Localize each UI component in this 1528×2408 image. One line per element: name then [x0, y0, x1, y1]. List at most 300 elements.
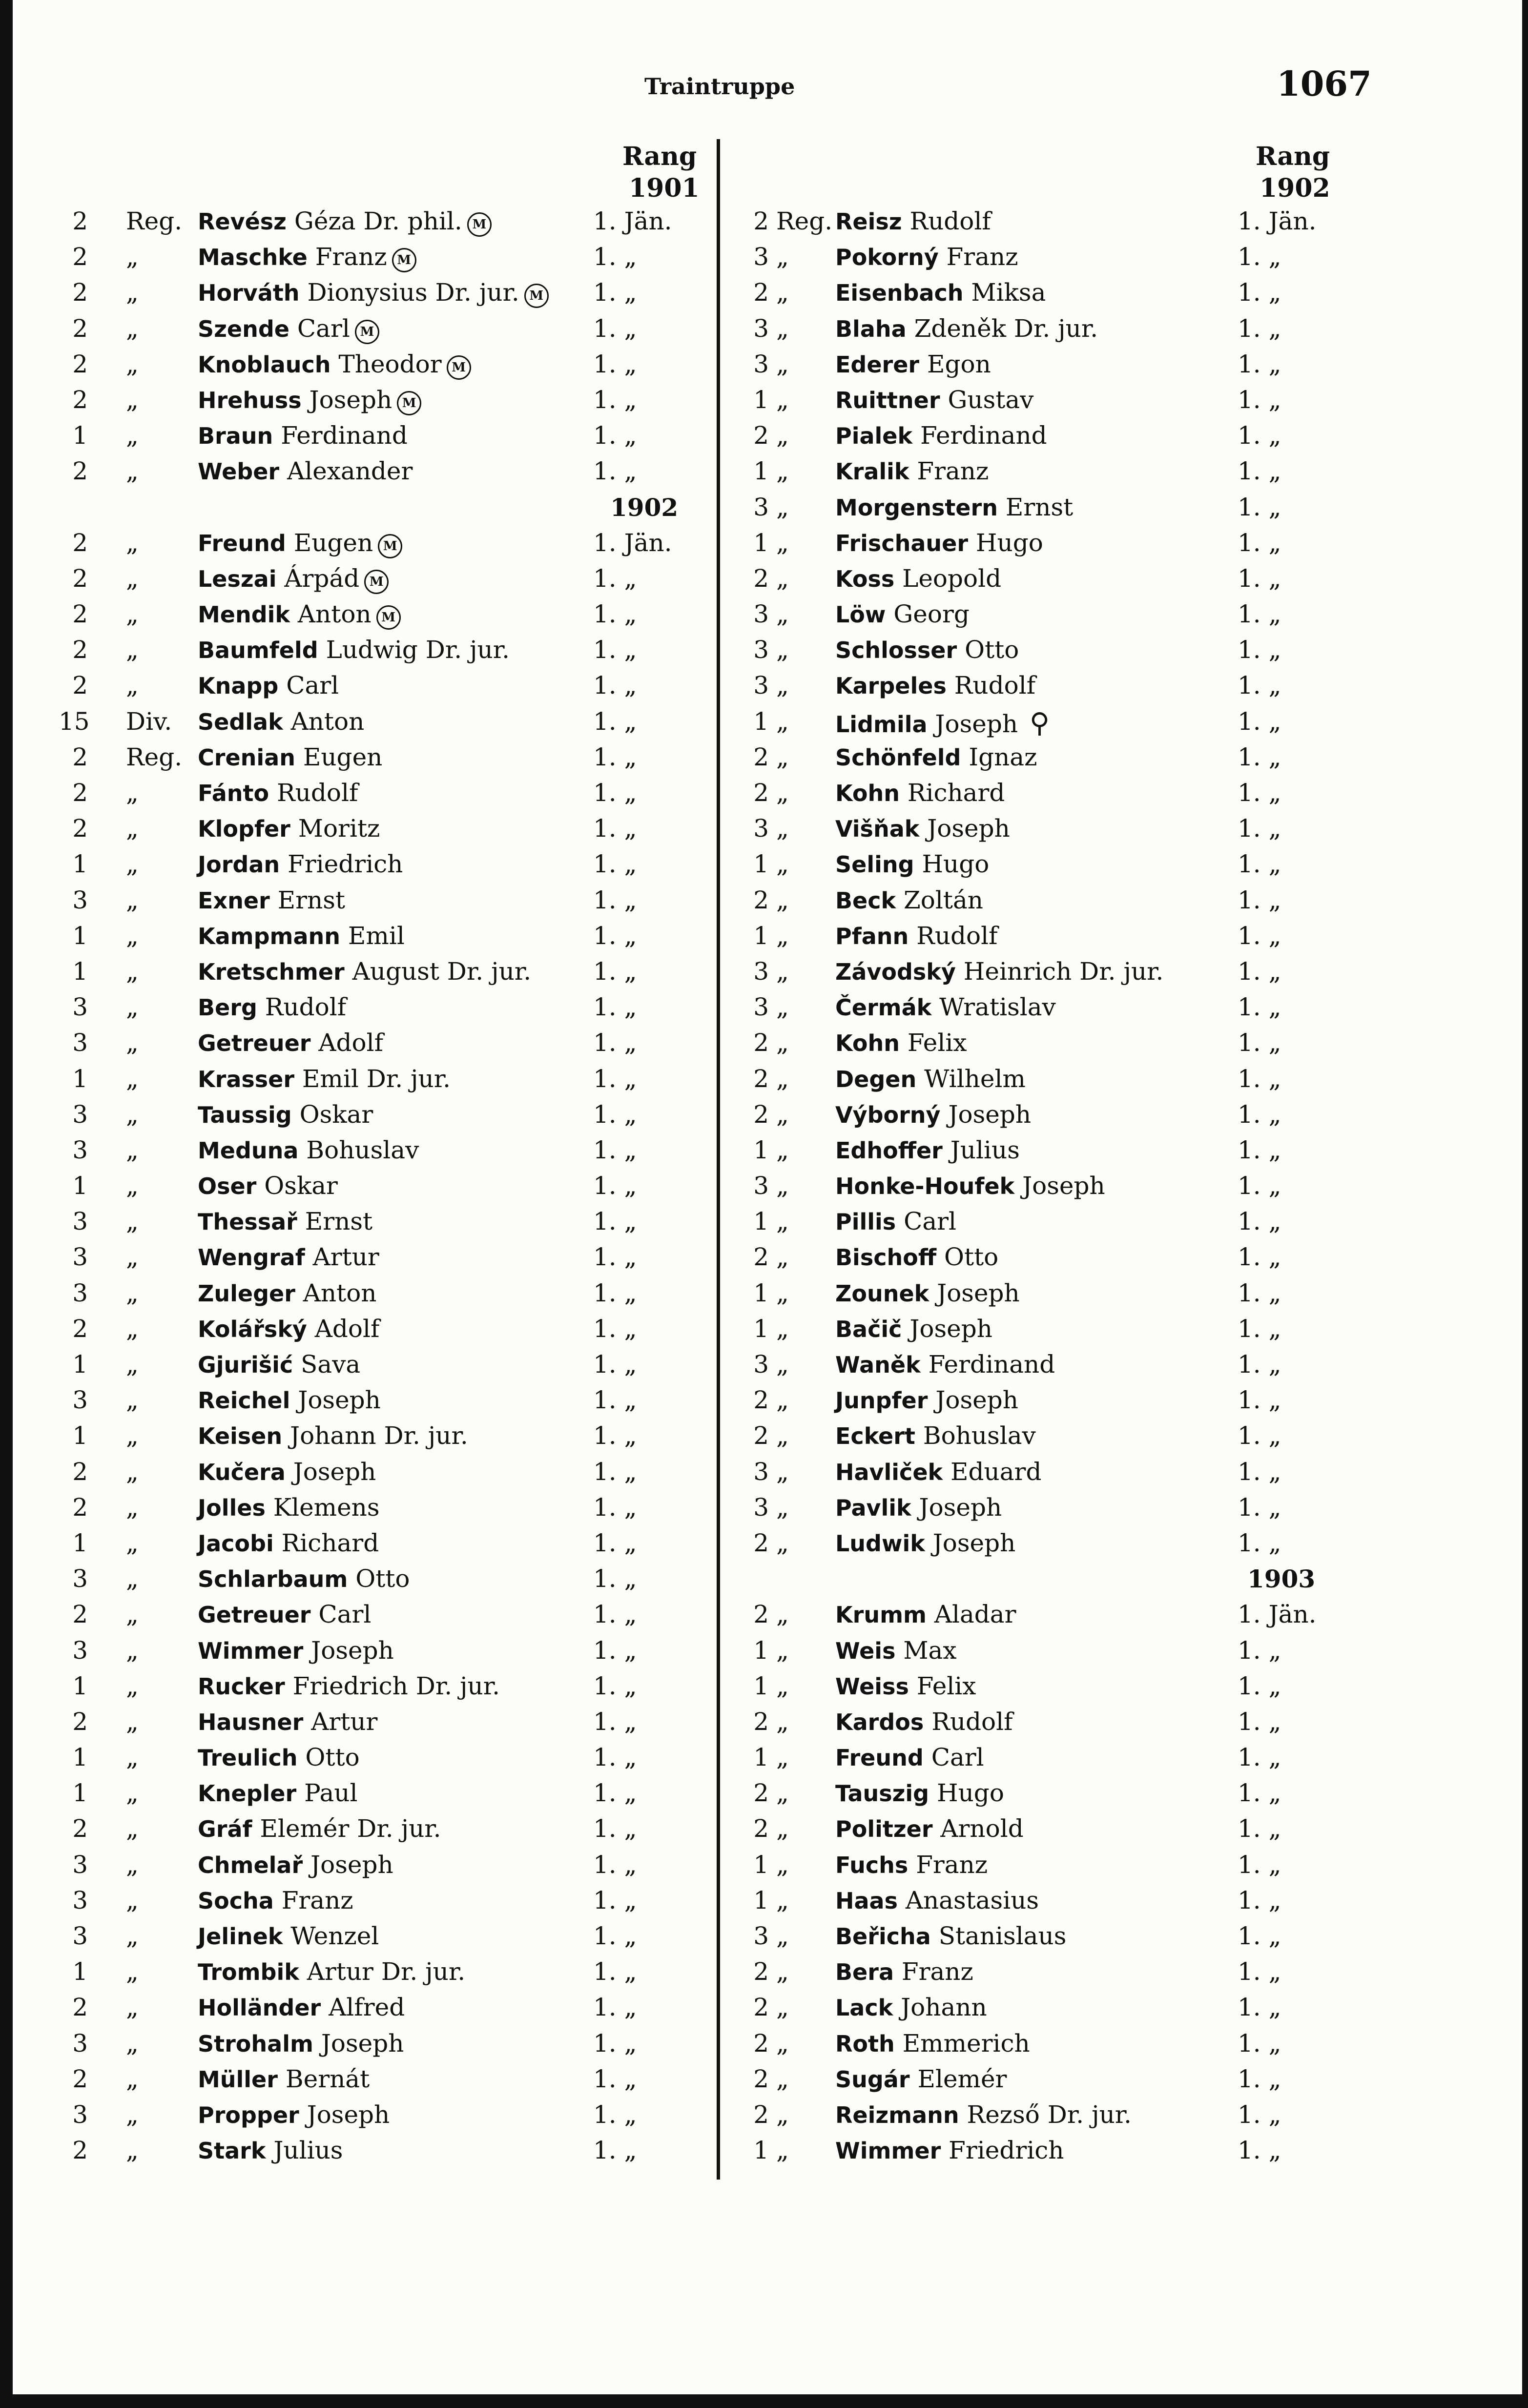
regiment-number: 3 [753, 600, 769, 629]
given-name: Julius [950, 1135, 1020, 1164]
rank-date: 1. „ [1238, 850, 1281, 879]
person-name [198, 2029, 404, 2058]
list-item [68, 241, 703, 276]
regiment-number: 2 [753, 1993, 769, 2022]
surname: Kohn [835, 780, 900, 806]
list-item [68, 741, 703, 777]
surname: Crenian [198, 744, 295, 771]
given-name: Georg [893, 600, 970, 629]
given-name: Franz [901, 1957, 973, 1986]
regiment-number: 2 [72, 600, 88, 629]
unit-label: „ [776, 1029, 789, 1057]
given-name: Ernst [1005, 493, 1074, 521]
surname: Kučera [198, 1459, 286, 1485]
list-item [68, 205, 703, 241]
list-item [735, 1884, 1340, 1920]
rank-date: 1. „ [593, 1707, 637, 1736]
regiment-number: 2 [72, 814, 88, 843]
person-name [835, 636, 1019, 664]
person-name [835, 1600, 1016, 1628]
list-item [68, 1491, 703, 1527]
regiment-number: 2 [753, 2029, 769, 2058]
person-name [198, 1708, 377, 1736]
list-item [68, 991, 703, 1027]
surname: Pillis [835, 1209, 896, 1235]
person-name [198, 1350, 360, 1379]
unit-label: „ [126, 1421, 139, 1450]
unit-label: „ [126, 314, 139, 343]
rank-date: 1. „ [593, 993, 637, 1022]
regiment-number: 1 [72, 957, 88, 986]
given-name: Rudolf [277, 779, 358, 807]
person-name [198, 207, 492, 237]
unit-label: „ [776, 2029, 789, 2058]
regiment-number: 3 [753, 493, 769, 521]
person-name [198, 243, 416, 272]
person-name [835, 457, 989, 485]
regiment-number: 2 [753, 1064, 769, 1093]
list-item [68, 1706, 703, 1741]
given-name: August Dr. jur. [352, 957, 532, 986]
list-item [68, 1812, 703, 1848]
regiment-number: 1 [72, 850, 88, 879]
unit-label: „ [776, 278, 789, 307]
person-name [198, 278, 549, 308]
regiment-number: 3 [753, 350, 769, 378]
person-name [835, 2065, 1007, 2093]
given-name: Arnold [940, 1814, 1024, 1843]
person-name [835, 1207, 956, 1235]
circled-m-icon: M [524, 284, 549, 308]
surname: Politzer [835, 1816, 933, 1843]
list-item [735, 2027, 1340, 2063]
person-name [198, 386, 421, 415]
regiment-number: 1 [753, 2136, 769, 2165]
given-name: Anastasius [905, 1886, 1039, 1914]
unit-label: „ [126, 1172, 139, 1200]
given-name: Elemér [917, 2064, 1007, 2093]
surname: Revész [198, 208, 287, 235]
rank-date: 1. Jän. [593, 207, 672, 235]
rank-date: 1. „ [1238, 385, 1281, 414]
rank-date: 1. „ [593, 421, 637, 450]
given-name: Miksa [971, 278, 1046, 307]
rank-date: 1. „ [1238, 1457, 1281, 1486]
list-item [68, 884, 703, 920]
regiment-number: 3 [753, 993, 769, 1022]
year-heading: 1903 [1247, 1564, 1316, 1594]
unit-label: „ [126, 278, 139, 307]
surname: Getreuer [198, 1030, 311, 1057]
unit-label: „ [776, 1957, 789, 1986]
person-name [198, 314, 379, 344]
surname: Čermák [835, 994, 932, 1021]
circled-m-icon: M [397, 391, 421, 415]
regiment-number: 2 [72, 1993, 88, 2022]
unit-label: „ [776, 1600, 789, 1629]
person-name [835, 1851, 988, 1879]
rank-date: 1. „ [593, 1993, 637, 2022]
list-item [68, 1277, 703, 1313]
surname: Schönfeld [835, 744, 961, 771]
surname: Beck [835, 887, 896, 914]
regiment-number: 2 [753, 1957, 769, 1986]
list-item [735, 1134, 1340, 1170]
rank-date: 1. „ [593, 1350, 637, 1379]
surname: Strohalm [198, 2030, 313, 2057]
rank-date: 1. „ [1238, 1029, 1281, 1057]
surname: Zounek [835, 1280, 929, 1307]
given-name: Joseph [309, 385, 392, 414]
rank-date: 1. „ [593, 278, 637, 307]
regiment-number: 1 [72, 1743, 88, 1772]
surname: Pavlik [835, 1494, 911, 1521]
regiment-number: 3 [753, 671, 769, 700]
unit-label: „ [776, 671, 789, 700]
person-name [198, 1922, 379, 1950]
regiment-number: 3 [753, 957, 769, 986]
rank-date: 1. „ [593, 243, 637, 271]
rank-date: 1. „ [593, 600, 637, 629]
regiment-number: 2 [72, 314, 88, 343]
unit-label: „ [126, 921, 139, 950]
surname: Kretschmer [198, 958, 345, 985]
rank-date: 1. „ [593, 1207, 637, 1236]
person-name [198, 1993, 405, 2021]
rank-date: 1. „ [593, 1457, 637, 1486]
regiment-number: 3 [753, 1457, 769, 1486]
regiment-number: 1 [753, 707, 769, 736]
unit-label: „ [126, 421, 139, 450]
list-item [735, 705, 1340, 741]
surname: Gráf [198, 1816, 252, 1843]
medal-symbol-icon: ⚲ [1030, 707, 1050, 739]
regiment-number: 1 [72, 1528, 88, 1557]
rank-date: 1. „ [593, 1671, 637, 1700]
unit-label: „ [126, 600, 139, 629]
regiment-number: 3 [72, 1564, 88, 1593]
given-name: Bernát [285, 2064, 370, 2093]
person-name [198, 779, 358, 807]
list-item [68, 920, 703, 955]
given-name: Joseph [937, 1278, 1020, 1307]
given-name: Joseph [298, 1386, 381, 1415]
list-item [68, 1670, 703, 1706]
given-name: Ferdinand [281, 421, 408, 450]
rank-date: 1. „ [593, 1064, 637, 1093]
rank-date: 1. „ [1238, 1707, 1281, 1736]
given-name: Bohuslav [923, 1421, 1036, 1450]
unit-label: „ [776, 385, 789, 414]
rank-date: 1. „ [1238, 1850, 1281, 1879]
given-name: Rezső Dr. jur. [967, 2100, 1132, 2129]
given-name: Otto [305, 1743, 360, 1772]
rank-date: 1. „ [1238, 1743, 1281, 1772]
rank-date: 1. „ [1238, 921, 1281, 950]
surname: Freund [198, 530, 286, 556]
unit-label: „ [126, 1350, 139, 1379]
unit-label: „ [126, 1528, 139, 1557]
given-name: Franz [315, 243, 387, 271]
given-name: Gustav [948, 385, 1034, 414]
person-name [835, 779, 1005, 807]
rank-date: 1. „ [1238, 1957, 1281, 1986]
person-name [835, 278, 1046, 307]
surname: Výborný [835, 1101, 941, 1128]
surname: Haas [835, 1887, 898, 1914]
surname: Jordan [198, 851, 280, 878]
regiment-number: 2 [72, 2136, 88, 2165]
rank-date: 1. „ [1238, 1064, 1281, 1093]
list-item [735, 1955, 1340, 1991]
rank-date: 1. „ [1238, 636, 1281, 664]
unit-label: „ [126, 528, 139, 557]
unit-label: „ [776, 1350, 789, 1379]
list-item [68, 955, 703, 991]
regiment-number: 2 [753, 1029, 769, 1057]
person-name [198, 850, 403, 878]
regiment-number: 1 [72, 1172, 88, 1200]
given-name: Artur [311, 1707, 378, 1736]
person-name [198, 2065, 370, 2093]
rank-date: 1. „ [593, 457, 637, 486]
list-item [735, 384, 1340, 419]
person-name [198, 1851, 393, 1879]
regiment-number: 1 [753, 1850, 769, 1879]
rank-date: 1. „ [593, 1314, 637, 1343]
rank-date: 1. „ [1238, 1421, 1281, 1450]
list-item [735, 1849, 1340, 1884]
list-item [735, 2099, 1340, 2134]
regiment-number: 3 [72, 1386, 88, 1415]
rank-date: 1. „ [1238, 1779, 1281, 1808]
regiment-number: 1 [753, 1671, 769, 1700]
surname: Wimmer [835, 2138, 941, 2164]
unit-label: „ [126, 957, 139, 986]
unit-label: „ [776, 2100, 789, 2129]
given-name: Hugo [975, 528, 1043, 557]
rank-date: 1. „ [593, 671, 637, 700]
surname: Fuchs [835, 1852, 909, 1878]
regiment-number: 2 [72, 1314, 88, 1343]
unit-label: „ [776, 814, 789, 843]
list-item [59, 705, 703, 741]
given-name: Johann [901, 1993, 987, 2022]
unit-label: „ [776, 1386, 789, 1415]
surname: Weiss [835, 1673, 909, 1700]
given-name: Rudolf [931, 1707, 1013, 1736]
rank-date: 1. „ [1238, 1671, 1281, 1700]
unit-label: „ [776, 885, 789, 914]
left-year-label: 1901 [629, 173, 700, 203]
list-item [735, 884, 1340, 920]
regiment-number: 3 [72, 2100, 88, 2129]
given-name: Elemér Dr. jur. [260, 1814, 441, 1843]
surname: Jelinek [198, 1923, 283, 1950]
page-title: Traintruppe [644, 73, 795, 100]
regiment-number: 2 [753, 421, 769, 450]
regiment-number: 2 [753, 1100, 769, 1129]
person-name [198, 814, 380, 843]
unit-label: „ [126, 1957, 139, 1986]
rank-date: 1. „ [1238, 528, 1281, 557]
unit-label: „ [126, 1457, 139, 1486]
regiment-number: 3 [753, 314, 769, 343]
regiment-number: 3 [72, 1636, 88, 1665]
surname: Seling [835, 851, 914, 878]
given-name: Sava [301, 1350, 361, 1379]
given-name: Joseph [310, 1850, 393, 1879]
unit-label: „ [126, 350, 139, 378]
unit-label: „ [776, 1493, 789, 1522]
person-name [835, 1708, 1013, 1736]
surname: Mendik [198, 601, 290, 628]
person-name [198, 743, 382, 771]
regiment-number: 3 [753, 636, 769, 664]
regiment-number: 2 [72, 671, 88, 700]
unit-label: „ [776, 1421, 789, 1450]
given-name: Richard [907, 779, 1005, 807]
given-name: Egon [927, 350, 991, 378]
person-name [198, 1672, 500, 1700]
person-name [198, 886, 345, 914]
regiment-number: 3 [72, 885, 88, 914]
person-name [198, 529, 402, 558]
list-item [735, 955, 1340, 991]
person-name [835, 2136, 1064, 2164]
surname: Edhoffer [835, 1137, 943, 1164]
list-item [68, 384, 703, 419]
regiment-number: 2 [753, 278, 769, 307]
list-item [68, 276, 703, 312]
surname: Treulich [198, 1745, 298, 1771]
surname: Knapp [198, 673, 279, 700]
list-item [735, 491, 1340, 527]
list-item [735, 1456, 1340, 1491]
surname: Reichel [198, 1387, 290, 1414]
surname: Koss [835, 565, 895, 592]
list-item [735, 1598, 1340, 1634]
unit-label: „ [776, 1922, 789, 1950]
given-name: Emil [348, 921, 405, 950]
given-name: Adolf [314, 1314, 380, 1343]
unit-label: „ [776, 1886, 789, 1914]
person-name [835, 421, 1047, 450]
given-name: Paul [304, 1779, 358, 1808]
person-name [198, 1636, 394, 1665]
rank-date: 1. „ [593, 1386, 637, 1415]
person-name [198, 421, 408, 450]
unit-label: „ [776, 1457, 789, 1486]
unit-label: „ [776, 1743, 789, 1772]
circled-m-icon: M [467, 212, 492, 237]
given-name: Joseph [935, 709, 1018, 738]
given-name: Zdeněk Dr. jur. [914, 314, 1098, 343]
rank-date: 1. „ [1238, 564, 1281, 593]
given-name: Friedrich [949, 2136, 1064, 2165]
surname: Krumm [835, 1602, 927, 1628]
unit-label: „ [776, 1779, 789, 1808]
regiment-number: 2 [72, 564, 88, 593]
rank-date: 1. „ [1238, 2029, 1281, 2058]
person-name [198, 600, 401, 630]
person-name [835, 2100, 1132, 2129]
list-item [68, 812, 703, 848]
surname: Zuleger [198, 1280, 295, 1307]
unit-label: Div. [126, 707, 172, 736]
given-name: Joseph [909, 1314, 992, 1343]
surname: Weis [835, 1637, 896, 1664]
surname: Holländer [198, 1995, 321, 2021]
rank-date: 1. „ [593, 1135, 637, 1164]
list-item [68, 848, 703, 884]
unit-label: „ [776, 779, 789, 807]
regiment-number: 1 [753, 457, 769, 486]
person-name [835, 1993, 987, 2021]
given-name: Heinrich Dr. jur. [963, 957, 1164, 986]
rank-date: 1. „ [1238, 993, 1281, 1022]
unit-label: „ [776, 1528, 789, 1557]
given-name: Wilhelm [924, 1064, 1026, 1093]
surname: Jacobi [198, 1530, 274, 1557]
regiment-number: 1 [753, 528, 769, 557]
surname: Thessař [198, 1209, 297, 1235]
person-name [198, 957, 531, 986]
person-name [198, 1458, 376, 1486]
surname: Chmelař [198, 1852, 303, 1878]
rank-date: 1. „ [593, 2029, 637, 2058]
person-name [835, 1100, 1031, 1129]
regiment-number: 1 [72, 921, 88, 950]
unit-label: „ [126, 850, 139, 879]
unit-label: „ [126, 2064, 139, 2093]
regiment-number: 2 [753, 1779, 769, 1808]
unit-label: „ [126, 1243, 139, 1272]
list-item [735, 1991, 1340, 2027]
given-name: Max [903, 1636, 957, 1665]
given-name: Rudolf [916, 921, 998, 950]
list-item [68, 1098, 703, 1134]
rank-date: 1. „ [1238, 600, 1281, 629]
list-item [735, 205, 1340, 241]
unit-label: „ [126, 1850, 139, 1879]
unit-label: „ [126, 1278, 139, 1307]
scan-edge-bottom [0, 2394, 1528, 2408]
unit-label: Reg. [776, 207, 833, 235]
given-name: Carl [297, 314, 350, 343]
unit-label: „ [126, 385, 139, 414]
person-name [835, 600, 970, 628]
regiment-number: 3 [72, 1029, 88, 1057]
surname: Propper [198, 2101, 299, 2128]
regiment-number: 3 [72, 1207, 88, 1236]
unit-label: „ [126, 1993, 139, 2022]
person-name [198, 2100, 390, 2129]
unit-label: „ [126, 2029, 139, 2058]
given-name: Géza Dr. phil. [294, 207, 462, 235]
rank-date: 1. „ [593, 779, 637, 807]
rank-date: 1. „ [1238, 314, 1281, 343]
scan-edge-right [1522, 0, 1528, 2408]
person-name [198, 2136, 343, 2164]
list-item [735, 455, 1340, 491]
rank-date: 1. „ [1238, 957, 1281, 986]
rank-date: 1. „ [1238, 1172, 1281, 1200]
given-name: Joseph [948, 1100, 1032, 1129]
given-name: Joseph [293, 1457, 376, 1486]
given-name: Richard [281, 1528, 379, 1557]
unit-label: „ [776, 1172, 789, 1200]
